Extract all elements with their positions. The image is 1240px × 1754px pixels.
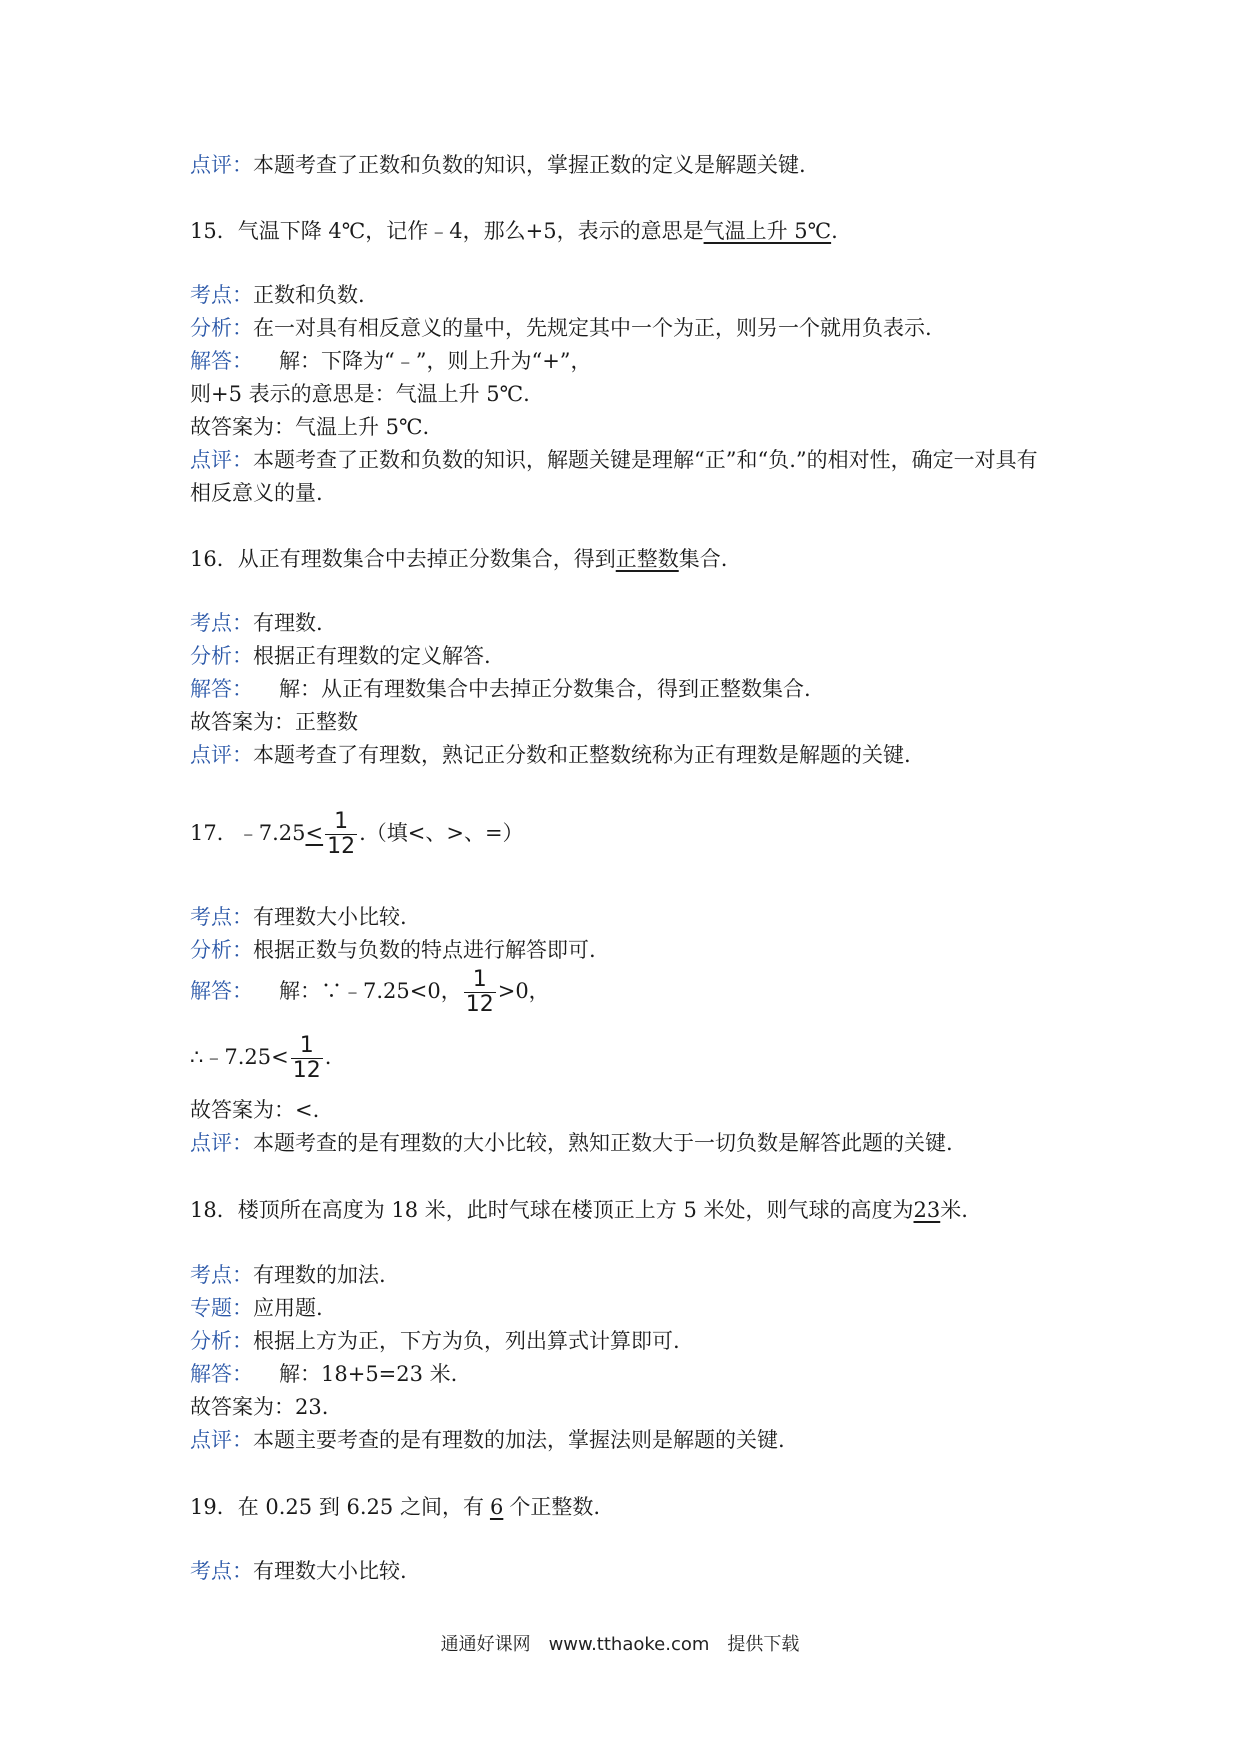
q16-kaodian-line [190, 608, 323, 638]
fraction-denominator: 12 [465, 992, 494, 1017]
question-end: 集合. [678, 547, 728, 571]
answer-blank: 正整数 [615, 547, 679, 571]
kaodian-text: 有理数. [253, 611, 323, 635]
kaodian-label: 考点： [190, 905, 253, 929]
fenxi-text: 在一对具有相反意义的量中，先规定其中一个为正，则另一个就用负表示. [253, 316, 932, 340]
jieda-label: 解答： [190, 1362, 253, 1386]
dianping-label: 点评： [190, 153, 253, 177]
q18-question [190, 1195, 968, 1225]
kaodian-label: 考点： [190, 1559, 253, 1583]
fraction [464, 968, 496, 1017]
dianping-text: 本题考查了有理数，熟记正分数和正整数统称为正有理数是解题的关键. [253, 743, 911, 767]
fenxi-label: 分析： [190, 938, 253, 962]
zhuanti-label: 专题： [190, 1296, 253, 1320]
q18-fenxi-line [190, 1326, 680, 1356]
q15-question [190, 216, 838, 246]
question-end: 个正整数. [509, 1495, 601, 1519]
question-text: 17．﹣7.25 [190, 821, 306, 845]
question-text: 18．楼顶所在高度为 18 米，此时气球在楼顶正上方 5 米处，则气球的高度为 [190, 1198, 914, 1222]
question-text: 15．气温下降 4℃，记作﹣4，那么+5，表示的意思是 [190, 219, 704, 243]
question-end: .（填<、>、=） [359, 821, 524, 845]
dianping-text: 本题主要考查的是有理数的加法，掌握法则是解题的关键. [253, 1428, 785, 1452]
q15-dianping-line2: 相反意义的量. [190, 481, 323, 505]
question-text: 19．在 0.25 到 6.25 之间，有 [190, 1495, 484, 1519]
q17-kaodian-line [190, 902, 407, 932]
answer-blank: 23 [913, 1198, 941, 1222]
q18-kaodian-line [190, 1260, 386, 1290]
jieda-text-end: >0， [497, 979, 550, 1003]
kaodian-label: 考点： [190, 283, 253, 307]
q17-solution-line2 [190, 1034, 331, 1083]
fraction-numerator: 1 [464, 968, 496, 993]
kaodian-label: 考点： [190, 611, 253, 635]
fenxi-label: 分析： [190, 644, 253, 668]
question-end: . [831, 219, 838, 243]
solution-text: ∴﹣7.25< [190, 1045, 289, 1069]
dianping-text: 本题考查的是有理数的大小比较，熟知正数大于一切负数是解答此题的关键. [253, 1131, 953, 1155]
fenxi-label: 分析： [190, 1329, 253, 1353]
q17-dianping-line [190, 1128, 953, 1158]
kaodian-text: 有理数的加法. [253, 1263, 386, 1287]
kaodian-label: 考点： [190, 1263, 253, 1287]
kaodian-text: 有理数大小比较. [253, 1559, 407, 1583]
p14-dianping-line [190, 150, 806, 180]
q16-question [190, 544, 727, 574]
q16-answer-line: 故答案为：正整数 [190, 710, 358, 734]
fraction-numerator: 1 [291, 1034, 323, 1059]
q17-jieda-line [190, 968, 550, 1017]
q18-jieda-line [190, 1359, 457, 1389]
fraction [325, 810, 357, 859]
fraction-denominator: 12 [327, 834, 356, 859]
fenxi-text: 根据正有理数的定义解答. [253, 644, 491, 668]
q15-dianping-line [190, 445, 1038, 475]
q15-kaodian-line [190, 280, 365, 310]
jieda-text: 解：从正有理数集合中去掉正分数集合，得到正整数集合. [279, 677, 811, 701]
dianping-label: 点评： [190, 1428, 253, 1452]
q18-answer-line: 故答案为：23. [190, 1395, 329, 1419]
kaodian-text: 正数和负数. [253, 283, 365, 307]
q15-answer-line: 故答案为：气温上升 5℃. [190, 415, 430, 439]
answer-blank: 气温上升 5℃ [703, 219, 832, 243]
fraction-denominator: 12 [292, 1058, 321, 1083]
fenxi-label: 分析： [190, 316, 253, 340]
q16-dianping-line [190, 740, 911, 770]
jieda-label: 解答： [190, 979, 253, 1003]
fraction [291, 1034, 323, 1083]
q15-fenxi-line [190, 313, 932, 343]
q19-kaodian-line [190, 1556, 407, 1586]
jieda-text: 解：下降为“﹣”，则上升为“+”， [279, 349, 592, 373]
q17-answer-line: 故答案为：<. [190, 1098, 320, 1122]
dianping-label: 点评： [190, 743, 253, 767]
q16-fenxi-line [190, 641, 491, 671]
zhuanti-text: 应用题. [253, 1296, 323, 1320]
fenxi-text: 根据正数与负数的特点进行解答即可. [253, 938, 596, 962]
q15-solution-line2: 则+5 表示的意思是：气温上升 5℃. [190, 382, 530, 406]
jieda-label: 解答： [190, 677, 253, 701]
fenxi-text: 根据上方为正，下方为负，列出算式计算即可. [253, 1329, 680, 1353]
q16-jieda-line [190, 674, 811, 704]
answer-blank: 6 [489, 1495, 504, 1519]
dianping-text: 本题考查了正数和负数的知识，解题关键是理解“正”和“负.”的相对性，确定一对具有 [253, 448, 1038, 472]
q19-question [190, 1492, 600, 1522]
kaodian-text: 有理数大小比较. [253, 905, 407, 929]
solution-end: . [324, 1045, 332, 1069]
fraction-numerator: 1 [325, 810, 357, 835]
question-text: 16．从正有理数集合中去掉正分数集合，得到 [190, 547, 616, 571]
page-footer: 通通好课网 www.tthaoke.com 提供下载 [440, 1634, 800, 1655]
q17-fenxi-line [190, 935, 596, 965]
answer-blank: < [305, 821, 324, 845]
q15-jieda-line [190, 346, 592, 376]
dianping-label: 点评： [190, 448, 253, 472]
dianping-label: 点评： [190, 1131, 253, 1155]
dianping-text: 本题考查了正数和负数的知识，掌握正数的定义是解题关键. [253, 153, 806, 177]
q17-question [190, 810, 524, 859]
q18-dianping-line [190, 1425, 785, 1455]
jieda-text: 解：∵﹣7.25<0， [279, 979, 462, 1003]
jieda-label: 解答： [190, 349, 253, 373]
q18-zhuanti-line [190, 1293, 323, 1323]
question-end: 米. [940, 1198, 968, 1222]
jieda-text: 解：18+5=23 米. [279, 1362, 458, 1386]
